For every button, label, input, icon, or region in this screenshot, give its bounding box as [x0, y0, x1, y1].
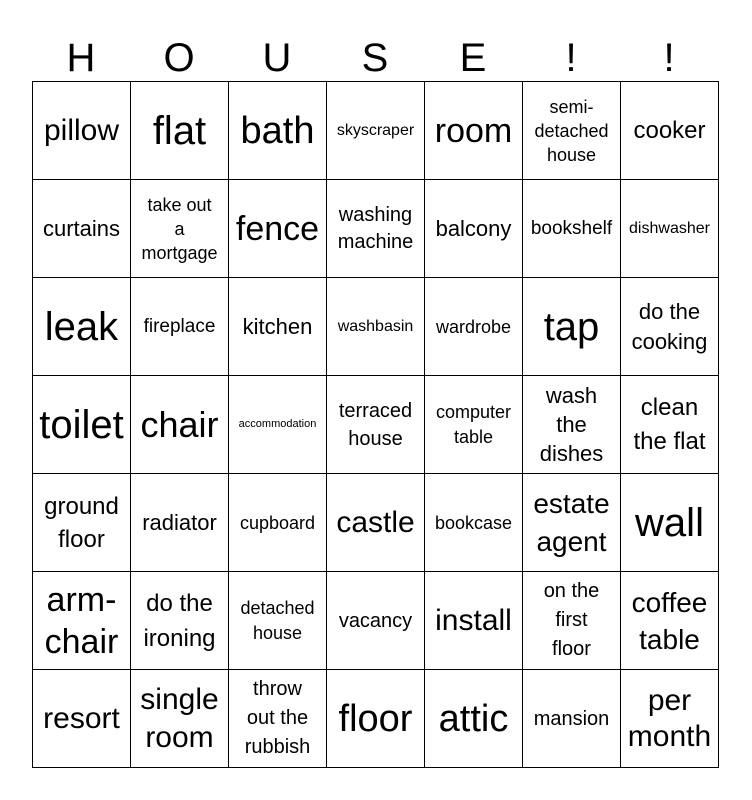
- bingo-cell[interactable]: [327, 670, 425, 768]
- bingo-cell[interactable]: [131, 376, 229, 474]
- cell-text: leak: [44, 304, 119, 349]
- cell-text: fireplace: [143, 315, 216, 337]
- cell-text: clean the flat: [633, 393, 706, 455]
- header-letter: !: [565, 36, 577, 80]
- cell-text: room: [434, 111, 513, 150]
- bingo-cell[interactable]: [33, 376, 131, 474]
- bingo-cell[interactable]: [229, 82, 327, 180]
- cell-text: throw out the rubbish: [244, 678, 311, 758]
- bingo-cell[interactable]: [621, 376, 719, 474]
- cell-text: flat: [152, 108, 207, 153]
- bingo-cell[interactable]: [131, 82, 229, 180]
- bingo-cell[interactable]: [425, 278, 523, 376]
- cell-text: take out a mortgage: [141, 194, 218, 263]
- cell-text: do the cooking: [631, 298, 708, 354]
- cell-text: washing machine: [337, 203, 414, 253]
- bingo-cell[interactable]: [621, 82, 719, 180]
- cell-text: wardrobe: [435, 316, 512, 337]
- bingo-cell[interactable]: [425, 474, 523, 572]
- bingo-cell[interactable]: [229, 474, 327, 572]
- bingo-cell[interactable]: [229, 670, 327, 768]
- bingo-cell[interactable]: [131, 180, 229, 278]
- cell-text: cooker: [633, 117, 706, 144]
- cell-text: detached house: [240, 597, 315, 643]
- bingo-cell[interactable]: [327, 180, 425, 278]
- cell-text: curtains: [42, 215, 121, 241]
- cell-text: castle: [336, 505, 415, 539]
- cell-text: bath: [240, 109, 315, 152]
- header-letter: S: [361, 36, 389, 80]
- bingo-cell[interactable]: [229, 278, 327, 376]
- bingo-cell[interactable]: [327, 376, 425, 474]
- cell-text: floor: [338, 697, 413, 740]
- cell-text: semi- detached house: [534, 96, 609, 165]
- bingo-cell[interactable]: [425, 180, 523, 278]
- bingo-cell[interactable]: [327, 82, 425, 180]
- cell-text: arm- chair: [44, 580, 119, 661]
- bingo-cell[interactable]: [327, 572, 425, 670]
- bingo-cell[interactable]: [523, 278, 621, 376]
- cell-text: balcony: [435, 215, 512, 241]
- header-letter: !: [663, 36, 675, 80]
- bingo-cell[interactable]: [33, 670, 131, 768]
- bingo-cell[interactable]: [229, 572, 327, 670]
- cell-text: kitchen: [242, 313, 313, 339]
- cell-text: estate agent: [533, 487, 610, 557]
- bingo-grid: [32, 81, 719, 768]
- bingo-cell[interactable]: [425, 82, 523, 180]
- bingo-cell[interactable]: [327, 278, 425, 376]
- bingo-cell[interactable]: [33, 474, 131, 572]
- cell-text: dishwasher: [629, 219, 710, 237]
- cell-text: chair: [140, 403, 219, 445]
- bingo-cell[interactable]: [425, 572, 523, 670]
- header-letter: U: [262, 36, 292, 80]
- bingo-cell[interactable]: [33, 278, 131, 376]
- bingo-header: [32, 34, 719, 82]
- bingo-cell[interactable]: [229, 376, 327, 474]
- cell-text: fence: [235, 209, 320, 248]
- cell-text: on the first floor: [543, 580, 600, 660]
- bingo-cell[interactable]: [33, 572, 131, 670]
- bingo-cell[interactable]: [621, 572, 719, 670]
- cell-text: tap: [543, 304, 600, 349]
- cell-text: cupboard: [239, 512, 316, 533]
- bingo-cell[interactable]: [131, 670, 229, 768]
- bingo-cell[interactable]: [425, 670, 523, 768]
- bingo-cell[interactable]: [621, 474, 719, 572]
- bingo-cell[interactable]: [131, 474, 229, 572]
- bingo-cell[interactable]: [425, 376, 523, 474]
- bingo-cell[interactable]: [523, 82, 621, 180]
- cell-text: single room: [140, 682, 219, 754]
- bingo-cell[interactable]: [523, 376, 621, 474]
- header-letter: O: [163, 36, 195, 80]
- bingo-cell[interactable]: [229, 180, 327, 278]
- cell-text: do the ironing: [143, 589, 216, 652]
- cell-text: computer table: [435, 401, 512, 447]
- cell-text: toilet: [39, 402, 124, 447]
- bingo-cell[interactable]: [621, 670, 719, 768]
- cell-text: wash the dishes: [539, 383, 604, 466]
- cell-text: vacancy: [338, 609, 413, 632]
- bingo-cell[interactable]: [131, 278, 229, 376]
- cell-text: wall: [635, 500, 704, 545]
- cell-text: install: [435, 603, 512, 637]
- bingo-cell[interactable]: [131, 572, 229, 670]
- bingo-cell[interactable]: [33, 82, 131, 180]
- cell-text: bookcase: [434, 512, 513, 533]
- bingo-cell[interactable]: [327, 474, 425, 572]
- cell-text: bookshelf: [530, 217, 613, 239]
- cell-text: mansion: [533, 707, 610, 730]
- cell-text: accommodation: [238, 418, 317, 430]
- cell-text: skyscraper: [336, 121, 415, 139]
- bingo-cell[interactable]: [621, 180, 719, 278]
- cell-text: per month: [627, 683, 712, 753]
- cell-text: ground floor: [44, 492, 119, 553]
- bingo-cell[interactable]: [523, 180, 621, 278]
- cell-text: terraced house: [338, 399, 413, 450]
- bingo-cell[interactable]: [523, 572, 621, 670]
- cell-text: pillow: [43, 113, 120, 147]
- cell-text: radiator: [142, 509, 217, 535]
- bingo-cell[interactable]: [523, 474, 621, 572]
- bingo-cell[interactable]: [33, 180, 131, 278]
- bingo-cell[interactable]: [621, 278, 719, 376]
- header-letter: H: [66, 36, 96, 80]
- cell-text: attic: [438, 697, 509, 740]
- cell-text: coffee table: [631, 586, 708, 655]
- cell-text: resort: [43, 701, 120, 735]
- header-letter: E: [459, 36, 487, 80]
- cell-text: washbasin: [337, 317, 414, 335]
- bingo-cell[interactable]: [523, 670, 621, 768]
